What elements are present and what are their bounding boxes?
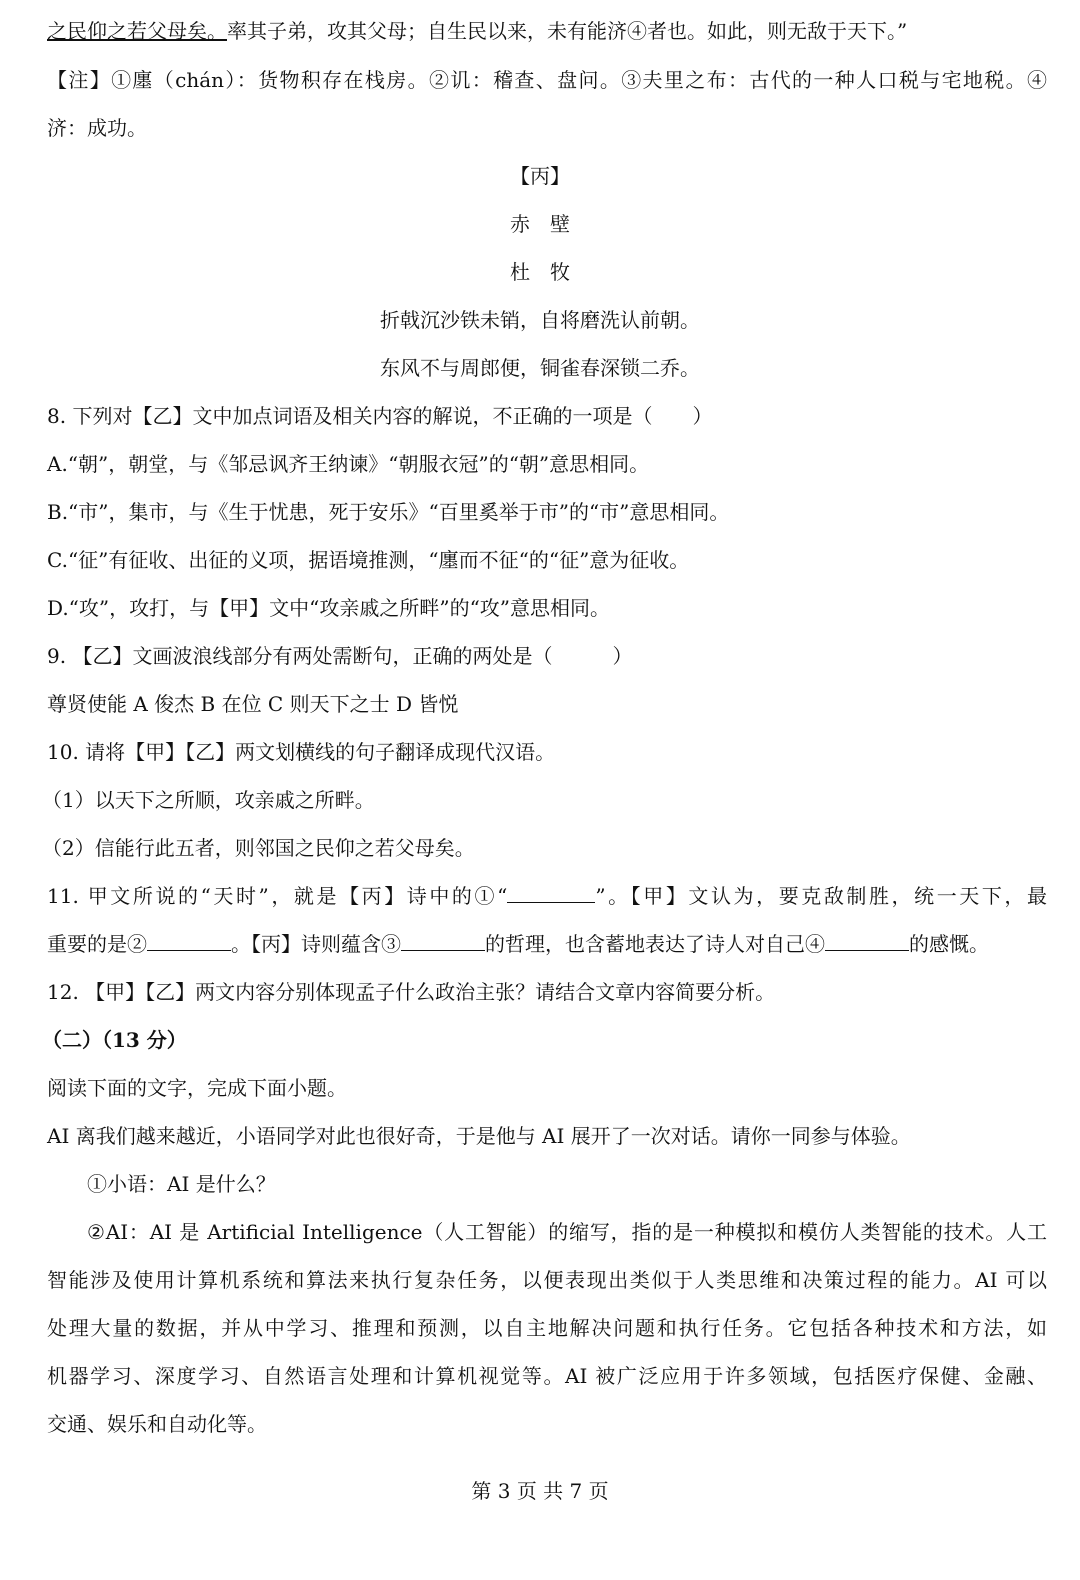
q11-line-2 <box>47 930 1047 958</box>
answer-blank-2[interactable] <box>147 930 231 951</box>
q11-text: ”。【甲】文认为，要克敌制胜，统一天下，最 <box>595 884 1047 908</box>
q11-text: 的感慨。 <box>909 932 989 956</box>
q8-option-b: B.“市”，集市，与《生于忧患，死于安乐》“百里奚举于市”的“市”意思相同。 <box>47 500 730 524</box>
q9-stem: 9. 【乙】文画波浪线部分有两处需断句，正确的两处是（ ） <box>47 644 633 668</box>
notes-line-1: 【注】①廛（chán）：货物积存在栈房。②讥：稽查、盘问。③夫里之布：古代的一种人口税与宅地税。④ <box>47 68 1047 92</box>
dialogue-2-line-1: ②AI：AI 是 Artificial Intelligence（人工智能）的缩写，指的是一种模拟和模仿人类智能的技术。人工 <box>87 1220 1047 1244</box>
dialogue-2-line-5: 交通、娱乐和自动化等。 <box>47 1412 267 1436</box>
answer-blank-3[interactable] <box>401 930 485 951</box>
poem-author: 杜 牧 <box>510 260 570 284</box>
q11-text: 11. 甲文所说的“天时”，就是【丙】诗中的①“ <box>47 884 508 908</box>
q8-option-a: A.“朝”，朝堂，与《邹忌讽齐王纳谏》“朝服衣冠”的“朝”意思相同。 <box>47 452 650 476</box>
q10-stem: 10. 请将【甲】【乙】两文划横线的句子翻译成现代汉语。 <box>47 740 556 764</box>
q11-text: 重要的是② <box>47 932 147 956</box>
q11-text: 。【丙】诗则蕴含③ <box>231 932 401 956</box>
q11-text: 的哲理，也含蓄地表达了诗人对自己④ <box>485 932 825 956</box>
passage-text: 率其子弟，攻其父母；自生民以来，未有能济④者也。如此，则无敌于天下。” <box>227 19 908 43</box>
section-intro: AI 离我们越来越近，小语同学对此也很好奇，于是他与 AI 展开了一次对话。请你一同参与体验。 <box>47 1124 911 1148</box>
q10-sentence-1: （1）以天下之所顺，攻亲戚之所畔。 <box>42 788 375 812</box>
poem-line-2: 东风不与周郎便，铜雀春深锁二乔。 <box>380 356 700 380</box>
dialogue-1: ①小语：AI 是什么？ <box>87 1172 276 1196</box>
poem-title: 赤 壁 <box>510 212 570 236</box>
dialogue-2-line-4: 机器学习、深度学习、自然语言处理和计算机视觉等。AI 被广泛应用于许多领域，包括医疗保健、金融、 <box>47 1364 1047 1388</box>
q8-option-c: C.“征”有征收、出征的义项，据语境推测，“廛而不征“的“征”意为征收。 <box>47 548 690 572</box>
q8-option-d: D.“攻”，攻打，与【甲】文中“攻亲戚之所畔”的“攻”意思相同。 <box>47 596 611 620</box>
q11-line-1 <box>47 882 1047 910</box>
poem-line-1: 折戟沉沙铁未销，自将磨洗认前朝。 <box>380 308 700 332</box>
underlined-sentence: 之民仰之若父母矣。 <box>47 19 227 43</box>
answer-blank-1[interactable] <box>507 882 595 903</box>
dialogue-2-line-3: 处理大量的数据，并从中学习、推理和预测，以自主地解决问题和执行任务。它包括各种技术和方法，如 <box>47 1316 1047 1340</box>
section-instruction: 阅读下面的文字，完成下面小题。 <box>47 1076 347 1100</box>
notes-line-2: 济：成功。 <box>47 116 147 140</box>
q9-options: 尊贤使能 A 俊杰 B 在位 C 则天下之士 D 皆悦 <box>47 692 459 716</box>
q12-stem: 12. 【甲】【乙】两文内容分别体现孟子什么政治主张？请结合文章内容简要分析。 <box>47 980 776 1004</box>
q8-stem: 8. 下列对【乙】文中加点词语及相关内容的解说，不正确的一项是（ ） <box>47 404 713 428</box>
poem-marker: 【丙】 <box>510 164 570 188</box>
q10-sentence-2: （2）信能行此五者，则邻国之民仰之若父母矣。 <box>42 836 475 860</box>
section-heading: （二）（13 分） <box>42 1028 187 1052</box>
passage-a-end <box>47 17 1047 45</box>
dialogue-2-line-2: 智能涉及使用计算机系统和算法来执行复杂任务，以便表现出类似于人类思维和决策过程的能力。AI 可以 <box>47 1268 1047 1292</box>
answer-blank-4[interactable] <box>825 930 909 951</box>
page-footer: 第 3 页 共 7 页 <box>471 1479 609 1503</box>
